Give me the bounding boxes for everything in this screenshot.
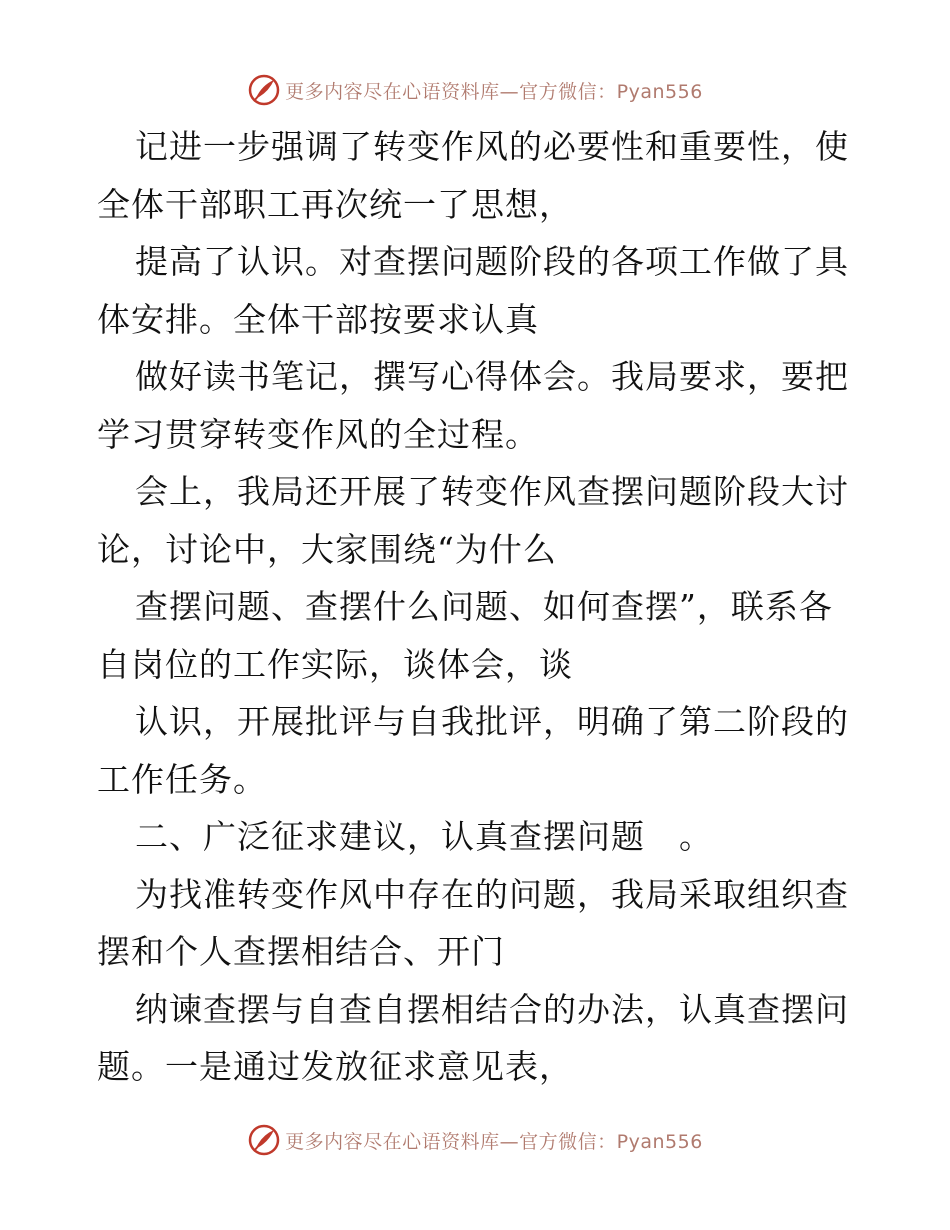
footer-banner xyxy=(0,1120,950,1160)
paragraph-line: 提高了认识。对查摆问题阶段的各项工作做了具 xyxy=(135,242,849,281)
paragraph-line: 认识，开展批评与自我批评，明确了第二阶段的 xyxy=(135,702,849,741)
paragraph-line: 论，讨论中，大家围绕“为什么 xyxy=(97,529,557,569)
paragraph-line: 学习贯穿转变作风的全过程。 xyxy=(97,414,539,454)
paragraph-line: 自岗位的工作实际，谈体会，谈 xyxy=(97,644,573,684)
paragraph-line: 题。一是通过发放征求意见表， xyxy=(97,1047,573,1086)
header-banner xyxy=(0,70,950,110)
footer-banner-text: 更多内容尽在心语资料库—官方微信：Pyan556 xyxy=(285,1130,703,1153)
paragraph-line: 为找准转变作风中存在的问题，我局采取组织查 xyxy=(135,874,849,914)
paragraph-line: 做好读书笔记，撰写心得体会。我局要求，要把 xyxy=(135,357,849,396)
quill-logo-icon xyxy=(247,1123,281,1157)
quill-logo-icon xyxy=(247,73,281,107)
paragraph-line: 工作任务。 xyxy=(97,759,267,799)
paragraph-line: 会上，我局还开展了转变作风查摆问题阶段大讨 xyxy=(135,472,849,511)
paragraph-line: 摆和个人查摆相结合、开门 xyxy=(97,932,505,971)
paragraph-line: 查摆问题、查摆什么问题、如何查摆”，联系各 xyxy=(135,587,833,626)
paragraph-line: 记进一步强调了转变作风的必要性和重要性，使 xyxy=(135,127,849,166)
section-heading: 二、广泛征求建议，认真查摆问题 。 xyxy=(135,817,713,856)
document-body xyxy=(97,118,857,1096)
paragraph-line: 纳谏查摆与自查自摆相结合的办法，认真查摆问 xyxy=(135,989,849,1029)
paragraph-line: 体安排。全体干部按要求认真 xyxy=(97,299,539,339)
header-banner-text: 更多内容尽在心语资料库—官方微信：Pyan556 xyxy=(285,80,703,103)
paragraph-line: 全体干部职工再次统一了思想， xyxy=(97,184,573,224)
